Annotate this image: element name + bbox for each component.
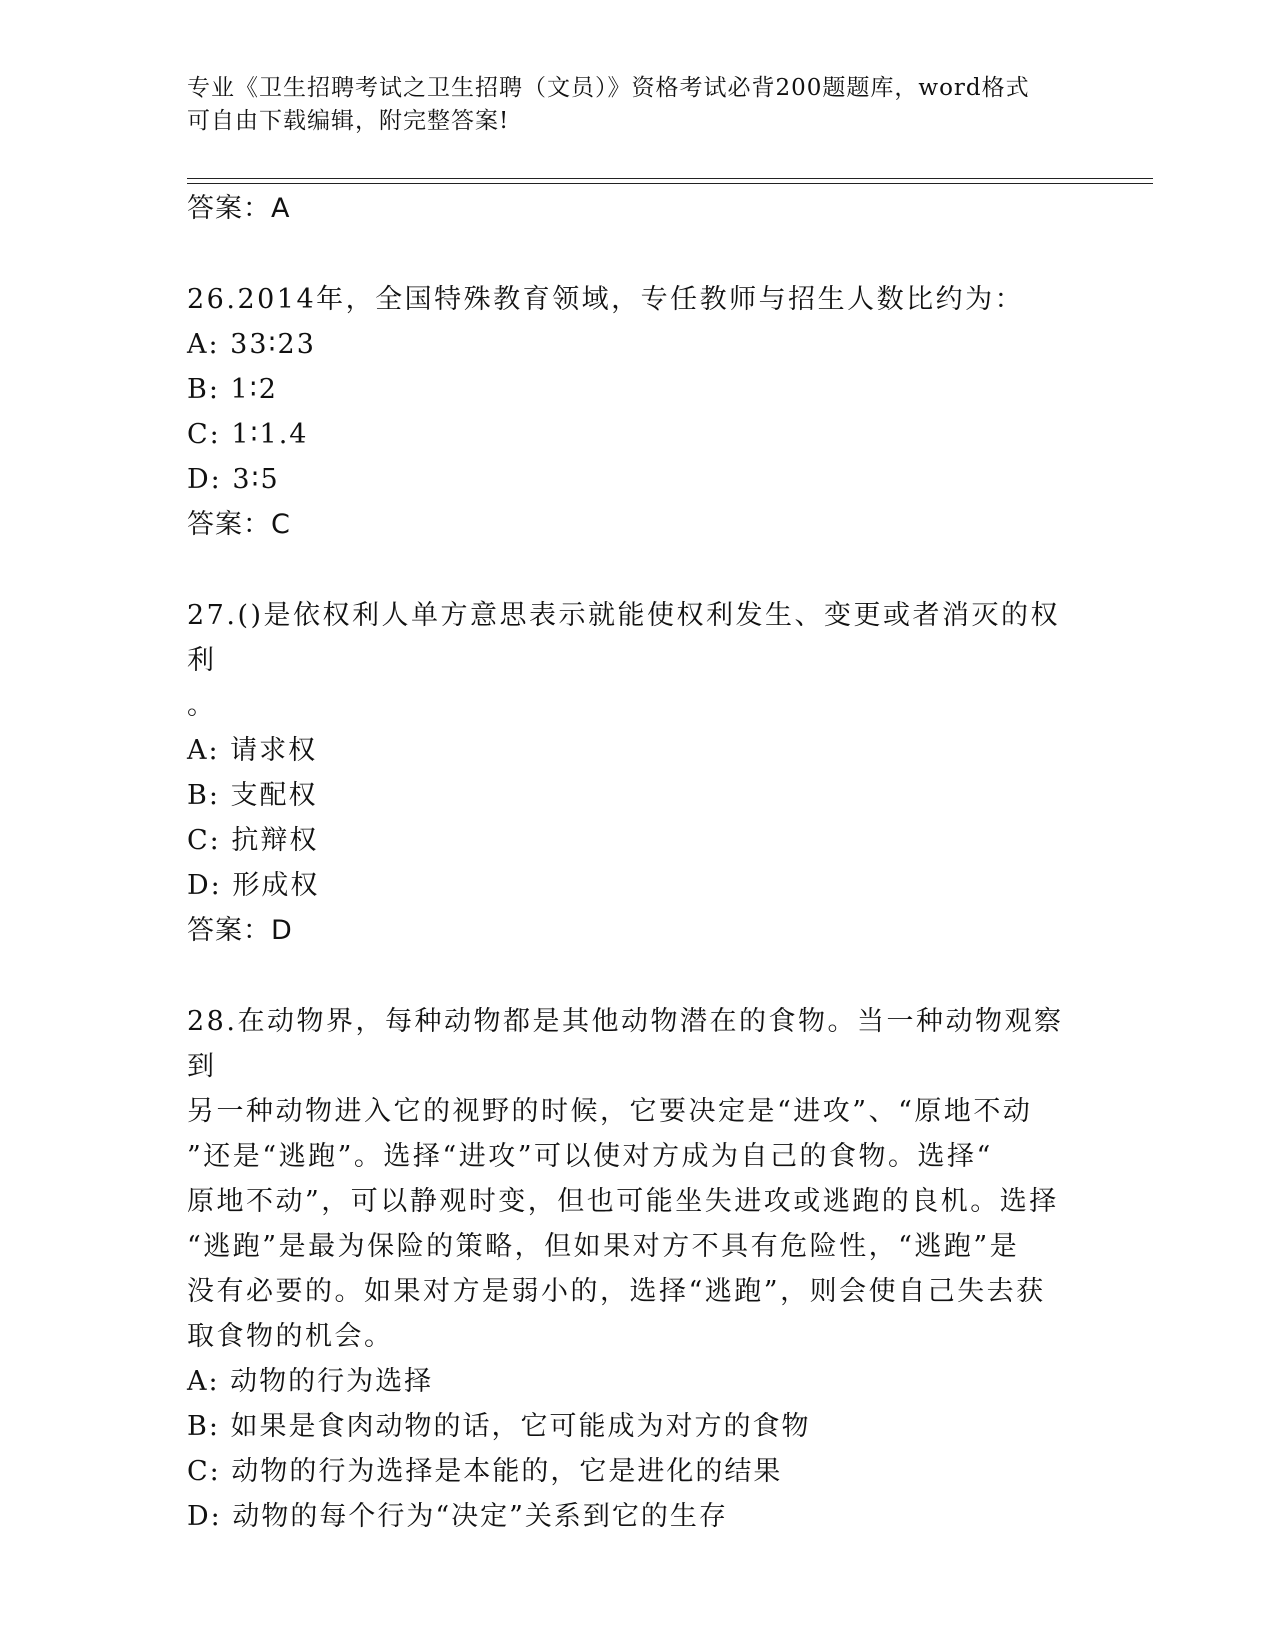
- q28-option-d: D: 动物的每个行为“决定”关系到它的生存: [187, 1501, 728, 1532]
- q27-option-c: C: 抗辩权: [187, 825, 319, 856]
- question-26: [187, 277, 1067, 547]
- q28-option-c: C: 动物的行为选择是本能的，它是进化的结果: [187, 1456, 783, 1487]
- question-27-text-line-2: 。: [187, 690, 217, 721]
- question-28-text-line-3: ”还是“逃跑”。选择“进攻”可以使对方成为自己的食物。选择“: [187, 1141, 993, 1172]
- document-header: [187, 72, 1067, 138]
- header-rule-top: [187, 178, 1153, 179]
- q26-option-c: C: 1∶1.4: [187, 419, 309, 450]
- header-line-1: 专业《卫生招聘考试之卫生招聘（文员）》资格考试必背200题题库，word格式: [187, 75, 1030, 101]
- question-28-text-line-5: “逃跑”是最为保险的策略，但如果对方不具有危险性，“逃跑”是: [187, 1231, 1020, 1262]
- q28-option-a: A: 动物的行为选择: [187, 1366, 434, 1397]
- question-27: [187, 593, 1067, 953]
- header-line-2: 可自由下载编辑，附完整答案!: [187, 108, 510, 134]
- q27-option-a: A: 请求权: [187, 735, 318, 766]
- question-28-text-line-7: 取食物的机会。: [187, 1321, 394, 1352]
- q27-answer: 答案：D: [187, 915, 293, 946]
- q27-option-b: B: 支配权: [187, 780, 318, 811]
- question-28-text-line-2: 另一种动物进入它的视野的时候，它要决定是“进攻”、“原地不动: [187, 1096, 1033, 1127]
- question-27-text-line-1: 27.()是依权利人单方意思表示就能使权利发生、变更或者消灭的权利: [187, 600, 1061, 676]
- question-28-text-line-4: 原地不动”，可以静观时变，但也可能坐失进攻或逃跑的良机。选择: [187, 1186, 1059, 1217]
- q26-option-b: B: 1∶2: [187, 374, 278, 405]
- q28-option-b: B: 如果是食肉动物的话，它可能成为对方的食物: [187, 1411, 811, 1442]
- q26-option-d: D: 3∶5: [187, 464, 280, 495]
- q26-answer: 答案：C: [187, 509, 291, 540]
- q27-option-d: D: 形成权: [187, 870, 320, 901]
- question-28-text-line-6: 没有必要的。如果对方是弱小的，选择“逃跑”，则会使自己失去获: [187, 1276, 1046, 1307]
- header-rule-bottom: [187, 183, 1153, 184]
- question-26-text: 26.2014年，全国特殊教育领域，专任教师与招生人数比约为：: [187, 284, 1025, 315]
- question-28-text-line-1: 28.在动物界，每种动物都是其他动物潜在的食物。当一种动物观察到: [187, 1006, 1064, 1082]
- document-body: [187, 186, 1067, 1539]
- question-28: [187, 999, 1067, 1539]
- q26-option-a: A: 33∶23: [187, 329, 316, 360]
- answer-prev: 答案：A: [187, 193, 291, 224]
